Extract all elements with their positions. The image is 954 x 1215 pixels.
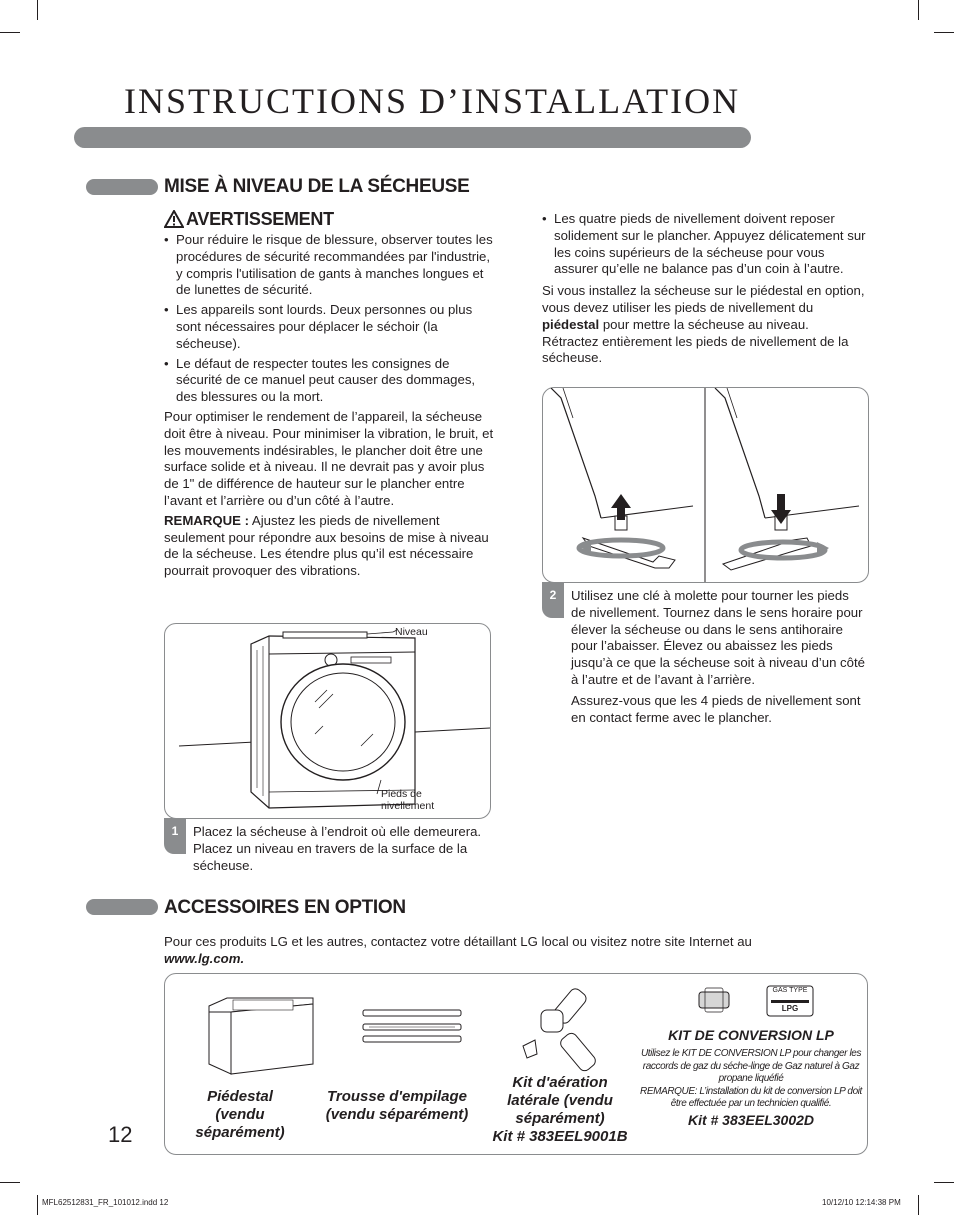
gas-type-label: GAS TYPE <box>772 987 808 994</box>
pedestal-image <box>209 998 313 1074</box>
pedestal-pre: Si vous installez la sécheuse sur le piédestal en option, vous devez utiliser les pieds de nivellement du <box>542 283 865 315</box>
wrench-illustration <box>543 388 868 582</box>
side-vent-kit-number: Kit # 383EEL9001B <box>492 1128 628 1145</box>
crop-mark <box>37 1195 38 1215</box>
crop-mark <box>918 1195 919 1215</box>
note-paragraph <box>164 513 494 580</box>
pedestal-bold: piédestal <box>542 316 600 332</box>
crop-mark <box>934 1182 954 1183</box>
warning-heading <box>164 210 494 228</box>
section-heading-accessories: ACCESSOIRES EN OPTION <box>164 897 406 918</box>
figure-dryer-level <box>164 623 491 819</box>
lp-kit-block <box>637 1026 865 1129</box>
page-title: INSTRUCTIONS D’INSTALLATION <box>124 81 741 121</box>
warning-title: AVERTISSEMENT <box>186 208 334 229</box>
step-2-text-2: Assurez-vous que les 4 pieds de nivellement sont en contact ferme avec le plancher. <box>571 692 861 725</box>
warning-icon <box>164 210 184 228</box>
feet-bullet: • Les quatre pieds de nivellement doivent reposer solidement sur le plancher. Appuyez délicatement sur les coins supérieurs de la sécheuse pour vous assurer qu’elle ne balance pas d’un coin à l’autre. <box>542 211 868 278</box>
warning-item: • Les appareils sont lourds. Deux personnes ou plus sont nécessaires pour déplacer le séchoir (la sécheuse). <box>164 302 494 352</box>
accessories-intro-text: Pour ces produits LG et les autres, contactez votre détaillant LG local ou visitez notre site Internet au <box>164 934 752 949</box>
side-vent-kit-image <box>523 986 598 1073</box>
leveling-paragraph: Pour optimiser le rendement de l’appareil, la sécheuse doit être à niveau. Pour minimiser la vibration, le bruit, et les mouvements indésirables, le plancher doit être une surface solide et à niveau. Il ne devrait pas y avoir plus de 1" de différence de hauteur sur le plancher entre l’avant et l’arrière ou d’un côté à l’autre. <box>164 408 494 508</box>
warning-item: • Le défaut de respecter toutes les consignes de sécurité de ce manuel peut causer des dommages, des blessures ou la mort. <box>164 356 494 406</box>
footer-file-name: MFL62512831_FR_101012.indd 12 <box>42 1198 169 1207</box>
step-2-block <box>571 588 867 729</box>
crop-mark <box>0 32 20 33</box>
pedestal-caption: Piédestal (vendu séparément) <box>195 1088 285 1141</box>
note-text: Ajustez les pieds de nivellement seulement pour répondre aux besoins de mise à niveau de la sécheuse. Les étendre plus qu’il est nécessaire pourrait provoquer des vibrations. <box>164 512 489 579</box>
step-2-text: Utilisez une clé à molette pour tourner les pieds de nivellement. Tournez dans le sens horaire pour élever la sécheuse ou dans le sens antihoraire pour l’abaisser. Élevez ou abaissez les pieds jusqu’à ce que la sécheuse soit à niveau d’un côté à l’autre et de l’avant à l’arrière. <box>571 588 865 687</box>
step-1-number: 1 <box>164 818 186 854</box>
page-number: 12 <box>108 1122 133 1147</box>
step-1-text: Placez la sécheuse à l’endroit où elle demeurera. Placez un niveau en travers de la surface de la sécheuse. <box>193 824 482 873</box>
lp-kit-description: Utilisez le KIT DE CONVERSION LP pour changer les raccords de gaz du séche-linge de Gaz naturel à Gaz propane liquéfié <box>640 1048 862 1084</box>
title-bar <box>74 127 751 148</box>
right-column <box>542 211 868 370</box>
lpg-label: LPG <box>781 1004 799 1013</box>
crop-mark <box>37 0 38 20</box>
crop-mark <box>918 0 919 20</box>
lp-kit-number: Kit # 383EEL3002D <box>687 1111 815 1128</box>
accessories-intro <box>164 934 864 968</box>
lp-kit-note: REMARQUE: L’installation du kit de conversion LP doit être effectuée par un technicien qualifié. <box>640 1085 862 1109</box>
label-level: Niveau <box>395 626 428 638</box>
footer-timestamp: 10/12/10 12:14:38 PM <box>822 1198 901 1207</box>
section-pill <box>86 899 158 915</box>
pedestal-post: pour mettre la sécheuse au niveau. Rétractez entièrement les pieds de nivellement de la sécheuse. <box>542 316 849 366</box>
lp-kit-title: KIT DE CONVERSION LP <box>668 1027 834 1043</box>
label-leveling-feet: Pieds de nivellement <box>381 788 435 812</box>
note-label: REMARQUE : <box>164 512 249 528</box>
step-2-number: 2 <box>542 582 564 618</box>
pedestal-paragraph <box>542 283 868 367</box>
section-heading-level: MISE À NIVEAU DE LA SÉCHEUSE <box>164 176 470 197</box>
side-vent-caption <box>487 1074 633 1146</box>
side-vent-caption-text: Kit d'aération latérale (vendu séparément) <box>507 1074 613 1127</box>
section-pill <box>86 179 158 195</box>
stacking-kit-caption: Trousse d'empilage (vendu séparément) <box>325 1088 469 1123</box>
left-column <box>164 210 494 583</box>
figure-wrench <box>542 387 869 583</box>
lg-website-link[interactable]: www.lg.com. <box>164 950 245 966</box>
crop-mark <box>934 32 954 33</box>
crop-mark <box>0 1182 20 1183</box>
stacking-kit-image <box>363 1010 461 1042</box>
accessories-box <box>164 973 868 1155</box>
warning-item: • Pour réduire le risque de blessure, observer toutes les procédures de sécurité recommandées par l'industrie, y compris l'utilisation de gants à manches longues et de lunettes de sécurité. <box>164 232 494 299</box>
